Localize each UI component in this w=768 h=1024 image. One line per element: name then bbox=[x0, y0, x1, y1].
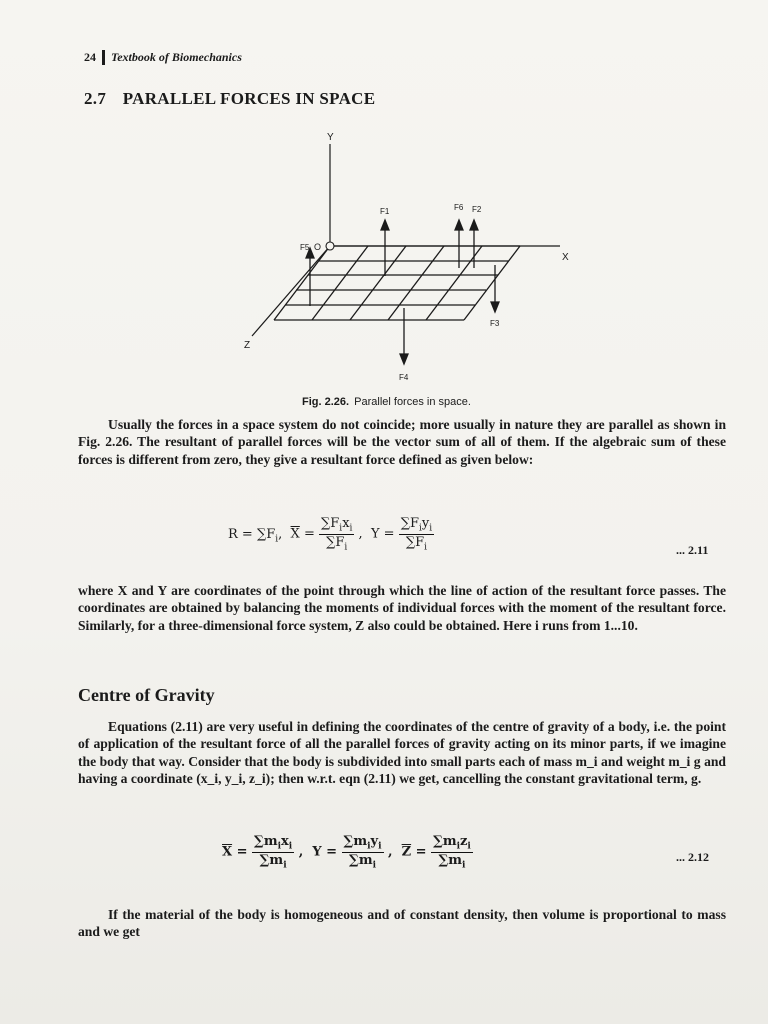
paragraph-3: Equations (2.11) are very useful in defining the coordinates of the centre of gravity of a body, i.e. the point of application of the resultant force of all the parallel forces of gravity acting on its minor parts, if we imagine the body that way. Consider that the body is subdivided into small parts each of mass m_i and weight m_i g and having a coordinate (x_i, y_i, z_i); then w.r.t. eqn (2.11) we get, cancelling the constant gravitational term, g. bbox=[78, 718, 726, 787]
y-axis-label: Y bbox=[327, 132, 334, 143]
force-f1-arrow bbox=[381, 220, 389, 276]
figure-caption bbox=[302, 396, 471, 408]
origin-marker bbox=[326, 242, 334, 250]
figure-caption-label: Fig. 2.26. bbox=[302, 396, 350, 408]
eq1-x-label: $\overline{X}$ = bbox=[290, 526, 315, 542]
f6-label: F6 bbox=[454, 203, 464, 212]
origin-label: O bbox=[314, 242, 322, 252]
section-heading bbox=[84, 89, 375, 109]
equation-2-12: $\overline{X}$ = $\frac{\sum m_ix_i}{\sum m_i}$ , Y = $\frac{\sum m_iy_i}{\sum m_i}$ , $\overline{Z}$ = $\frac{\sum m_iz_i}{\sum m_i}$ bbox=[222, 834, 471, 871]
f2-label: F2 bbox=[472, 205, 482, 214]
f5-label: F5 bbox=[300, 243, 310, 252]
f4-label: F4 bbox=[399, 373, 409, 382]
x-axis-label: X bbox=[562, 252, 569, 263]
eq1-resultant: $R = \sum F_i$, bbox=[228, 526, 283, 545]
page-number: 24 bbox=[84, 50, 96, 64]
force-f4-arrow bbox=[400, 308, 408, 364]
eq2-y-label: Y = bbox=[312, 844, 338, 860]
eq2-z-fraction: $\frac{\sum m_iz_i}{\sum m_i}$ bbox=[433, 834, 471, 871]
f1-label: F1 bbox=[380, 207, 390, 216]
eq2-x-fraction: $\frac{\sum m_ix_i}{\sum m_i}$ bbox=[254, 834, 293, 871]
z-axis-line bbox=[252, 246, 330, 336]
paragraph-2: where X and Y are coordinates of the point through which the line of action of the resultant force passes. The coordinates are obtained by balancing the moments of individual forces with the moment of the resultant force. Similarly, for a three-dimensional force system, Z also could be obtained. Here i runs from 1...10. bbox=[78, 582, 726, 633]
z-axis-label: Z bbox=[244, 340, 251, 351]
book-title: Textbook of Biomechanics bbox=[111, 50, 242, 64]
eq2-x-label: $\overline{X}$ = bbox=[222, 844, 248, 860]
equation-2-11-number: ... 2.11 bbox=[676, 543, 709, 557]
force-f3-arrow bbox=[491, 265, 499, 312]
header-divider bbox=[102, 50, 105, 65]
f3-label: F3 bbox=[490, 319, 500, 328]
equation-2-11: $R = \sum F_i$, $\overline{X}$ = $\frac{\sum F_ix_i}{\sum F_i}$ , Y = $\frac{\sum F_iy_i}{\sum F_i}$ bbox=[228, 516, 433, 553]
equation-2-12-number: ... 2.12 bbox=[676, 850, 709, 864]
eq2-z-label: $\overline{Z}$ = bbox=[401, 844, 427, 860]
figure-caption-text: Parallel forces in space. bbox=[354, 396, 471, 408]
paragraph-4: If the material of the body is homogeneous and of constant density, then volume is proportional to mass and we get bbox=[78, 906, 726, 940]
parallel-forces-figure bbox=[230, 130, 590, 392]
eq1-y-label: Y = bbox=[370, 526, 395, 542]
subheading-centre-of-gravity: Centre of Gravity bbox=[78, 685, 215, 705]
section-title: PARALLEL FORCES IN SPACE bbox=[122, 89, 376, 108]
eq1-y-fraction: $\frac{\sum F_iy_i}{\sum F_i}$ bbox=[400, 516, 433, 553]
section-number: 2.7 bbox=[84, 89, 107, 108]
running-header bbox=[84, 50, 242, 65]
eq1-x-fraction: $\frac{\sum F_ix_i}{\sum F_i}$ bbox=[320, 516, 353, 553]
eq2-y-fraction: $\frac{\sum m_iy_i}{\sum m_i}$ bbox=[343, 834, 382, 871]
paragraph-1: Usually the forces in a space system do not coincide; more usually in nature they are parallel as shown in Fig. 2.26. The resultant of parallel forces will be the vector sum of all of them. If the algebraic sum of these forces is different from zero, they give a resultant force defined as given below: bbox=[78, 416, 726, 467]
